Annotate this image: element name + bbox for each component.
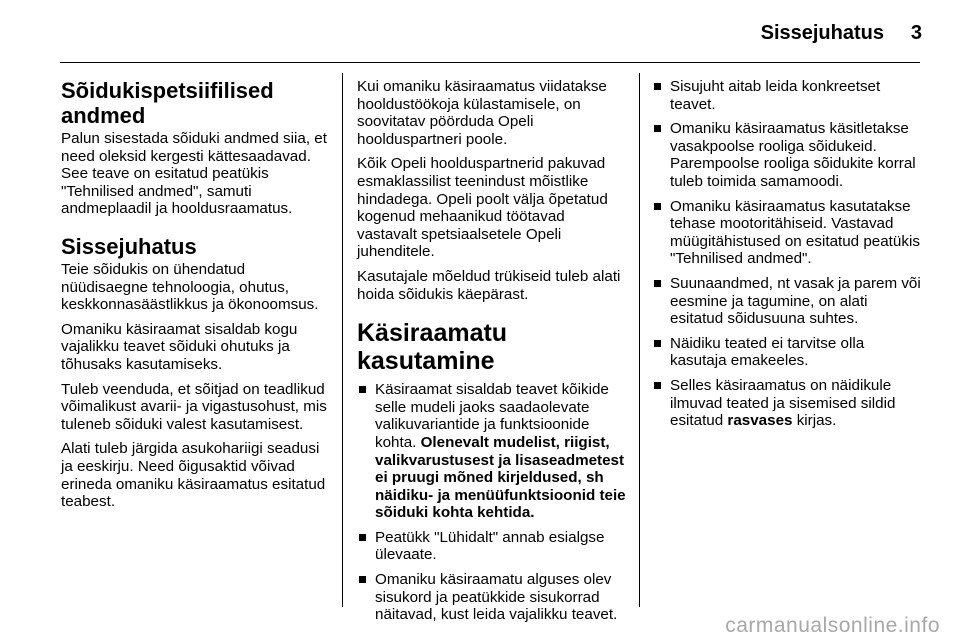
paragraph-workshop: Kui omaniku käsiraamatus viidatakse hooldustöökoja külastamisele, on soovitatav pöörduda Opeli hoolduspartneri poole. — [357, 78, 607, 148]
paragraph-intro-3: Tuleb veenduda, et sõitjad on teadlikud võimalikust avarii- ja vigastusohust, mis tuleneb sõiduki valest kasutamisest. — [61, 380, 327, 433]
page-number: 3 — [910, 22, 922, 44]
list-item-text: Sisujuht aitab leida konkreetset teavet. — [670, 78, 881, 113]
list-item — [652, 120, 922, 190]
paragraph-intro-2: Omaniku käsiraamat sisaldab kogu vajalikku teavet sõiduki ohutuks ja tõhusaks kasutamiseks. — [61, 320, 298, 373]
list-item-text: Käsiraamat sisaldab teavet kõikide selle mudeli jaoks saadaolevate valikuvariantide ja funktsioonide kohta. — [375, 381, 609, 451]
square-bullet-icon — [359, 576, 366, 583]
square-bullet-icon — [359, 386, 366, 393]
square-bullet-icon — [359, 534, 366, 541]
header-divider — [60, 62, 920, 63]
column-divider-2 — [639, 73, 640, 607]
column-divider-1 — [342, 73, 343, 607]
list-item — [652, 78, 922, 113]
list-item-text-end: kirjas. — [792, 412, 837, 430]
paragraph-vehicle-data: Palun sisestada sõiduki andmed siia, et need oleksid kergesti kättesaadavad. See teave on esitatud peatükis "Tehnilised andmed", samuti andmeplaadil ja hooldusraamatus. — [61, 130, 327, 218]
list-item-text: Selles käsiraamatus on näidikule ilmuvad teated ja sisemised sildid esitatud — [670, 376, 896, 430]
list-item — [652, 275, 922, 328]
list-item-text: Näidiku teated ei tarvitse olla kasutaja emakeeles. — [670, 334, 865, 370]
paragraph-intro-4: Alati tuleb järgida asukohariigi seadusi ja eeskirju. Need õigusaktid võivad erineda omaniku käsiraamatus esitatud teabest. — [61, 440, 326, 511]
header-title: Sissejuhatus — [760, 22, 884, 44]
paragraph-service-partners: Kõik Opeli hoolduspartnerid pakuvad esmaklassilist teenindust mõistlike hindadega. Opeli poolt välja õpetatud kogenud mehaanikud töötavad vastavalt spetsiaalsetele Opeli juhenditele. — [357, 155, 608, 261]
square-bullet-icon — [654, 125, 661, 132]
square-bullet-icon — [654, 203, 661, 210]
list-item — [652, 198, 922, 268]
list-item-text: Suunaandmed, nt vasak ja parem või eesmine ja tagumine, on alati esitatud sõidusuuna suhtes. — [670, 274, 921, 328]
page-footer — [0, 612, 960, 642]
watermark-text: carmanualsonline.info — [725, 614, 940, 637]
square-bullet-icon — [654, 280, 661, 287]
column-1 — [61, 78, 331, 518]
list-item-bold-text: rasvases — [727, 412, 793, 430]
list-item-bold-text: Olenevalt mudelist, riigist, valikvarustusest ja lisaseadmetest ei pruugi mõned kirjeldused, sh näidiku- ja menüüfunktsioonid teie sõiduki kohta kehtida. — [375, 433, 626, 522]
section-heading-introduction: Sissejuhatus — [61, 233, 197, 259]
column-3 — [652, 78, 922, 437]
bullet-list-using-manual — [357, 381, 627, 624]
page-header — [0, 0, 960, 62]
list-item — [652, 377, 922, 430]
paragraph-literature: Kasutajale mõeldud trükiseid tuleb alati hoida sõidukis käepärast. — [357, 267, 621, 303]
section-heading-vehicle-data: Sõidukispetsiifilised andmed — [61, 78, 274, 128]
bullet-list-continued — [652, 78, 922, 430]
square-bullet-icon — [654, 340, 661, 347]
list-item — [357, 381, 627, 522]
paragraph-intro-1: Teie sõidukis on ühendatud nüüdisaegne tehnoloogia, ohutus, keskkonnasäästlikkus ja ökonoomsus. — [61, 260, 319, 314]
column-2 — [357, 78, 627, 631]
list-item-text: Omaniku käsiraamatus käsitletakse vasakpoolse rooliga sõidukeid. Parempoolse rooliga sõidukite korral tuleb toimida samamoodi. — [670, 120, 916, 190]
square-bullet-icon — [654, 83, 661, 90]
list-item-text: Omaniku käsiraamatus kasutatakse tehase mootoritähiseid. Vastavad müügitähistused on esitatud peatükis "Tehnilised andmed". — [670, 197, 920, 268]
list-item — [652, 335, 922, 370]
list-item — [357, 529, 627, 564]
list-item-text: Peatükk "Lühidalt" annab esialgse ülevaate. — [375, 528, 605, 564]
square-bullet-icon — [654, 382, 661, 389]
section-heading-using-manual: Käsiraamatu kasutamine — [357, 319, 508, 376]
list-item-text: Omaniku käsiraamatu alguses olev sisukord ja peatükkide sisukorrad näitavad, kust leida vajalikku teavet. — [375, 571, 618, 624]
